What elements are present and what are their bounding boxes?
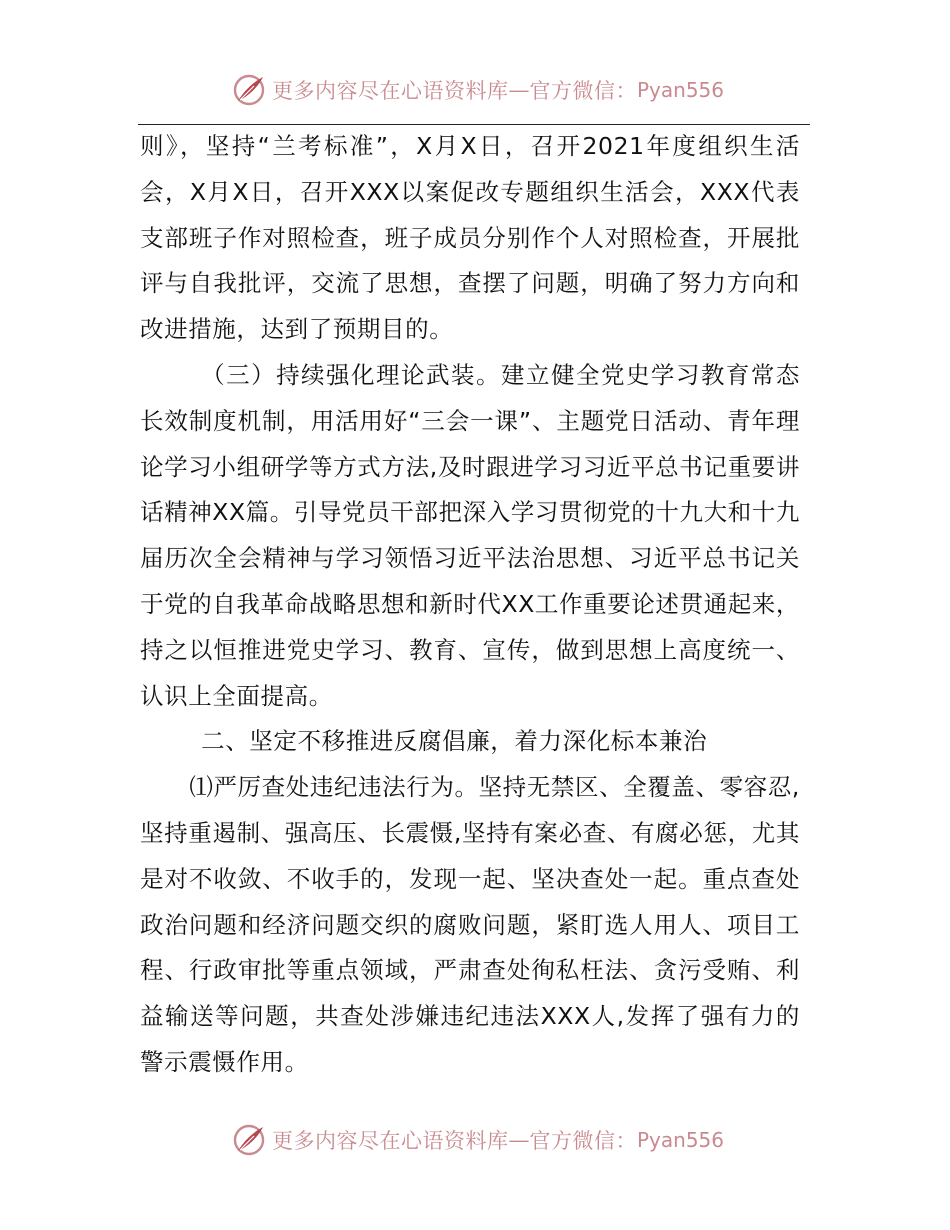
banner-contact-label: 官方微信：	[529, 79, 637, 103]
section-heading: 二、坚定不移推进反腐倡廉，着力深化标本兼治	[201, 727, 708, 756]
paragraph: 则》，坚持“兰考标准”，X月X日，召开2021年度组织生活会，X月X日，召开XXX以案促改专题组织生活会，XXX代表支部班子作对照检查，班子成员分别作个人对照检查，开展批评与自我批评，交流了思想，查摆了问题，明确了努力方向和改进措施，达到了预期目的。	[140, 132, 800, 344]
banner-dash: —	[508, 78, 530, 102]
banner-contact-label: 官方微信：	[529, 1129, 637, 1153]
banner-text: 更多内容尽在心语资料库	[272, 1129, 509, 1153]
banner-contact-value: Pyan556	[637, 78, 725, 102]
banner-contact-value: Pyan556	[637, 1128, 725, 1152]
feather-logo-icon	[232, 73, 266, 107]
footer-watermark	[232, 1120, 724, 1160]
paragraph: ⑴严厉查处违纪违法行为。坚持无禁区、全覆盖、零容忍,坚持重遏制、强高压、长震慑,坚持有案必查、有腐必惩，尤其是对不收敛、不收手的，发现一起、坚决查处一起。重点查处政治问题和经济问题交织的腐败问题，紧盯选人用人、项目工程、行政审批等重点领域，严肃查处徇私枉法、贪污受贿、利益输送等问题，共查处涉嫌违纪违法XXX人,发挥了强有力的警示震慑作用。	[140, 773, 800, 1076]
document-body	[140, 124, 800, 1086]
header-watermark	[232, 70, 724, 110]
banner-text: 更多内容尽在心语资料库	[272, 79, 509, 103]
banner-dash: —	[508, 1128, 530, 1152]
paragraph: （三）持续强化理论武装。建立健全党史学习教育常态长效制度机制，用活用好“三会一课”、主题党日活动、青年理论学习小组研学等方式方法,及时跟进学习习近平总书记重要讲话精神XX篇。引导党员干部把深入学习贯彻党的十九大和十九届历次全会精神与学习领悟习近平法治思想、习近平总书记关于党的自我革命战略思想和新时代XX工作重要论述贯通起来，持之以恒推进党史学习、教育、宣传，做到思想上高度统一、认识上全面提高。	[140, 360, 800, 710]
feather-logo-icon	[232, 1123, 266, 1157]
